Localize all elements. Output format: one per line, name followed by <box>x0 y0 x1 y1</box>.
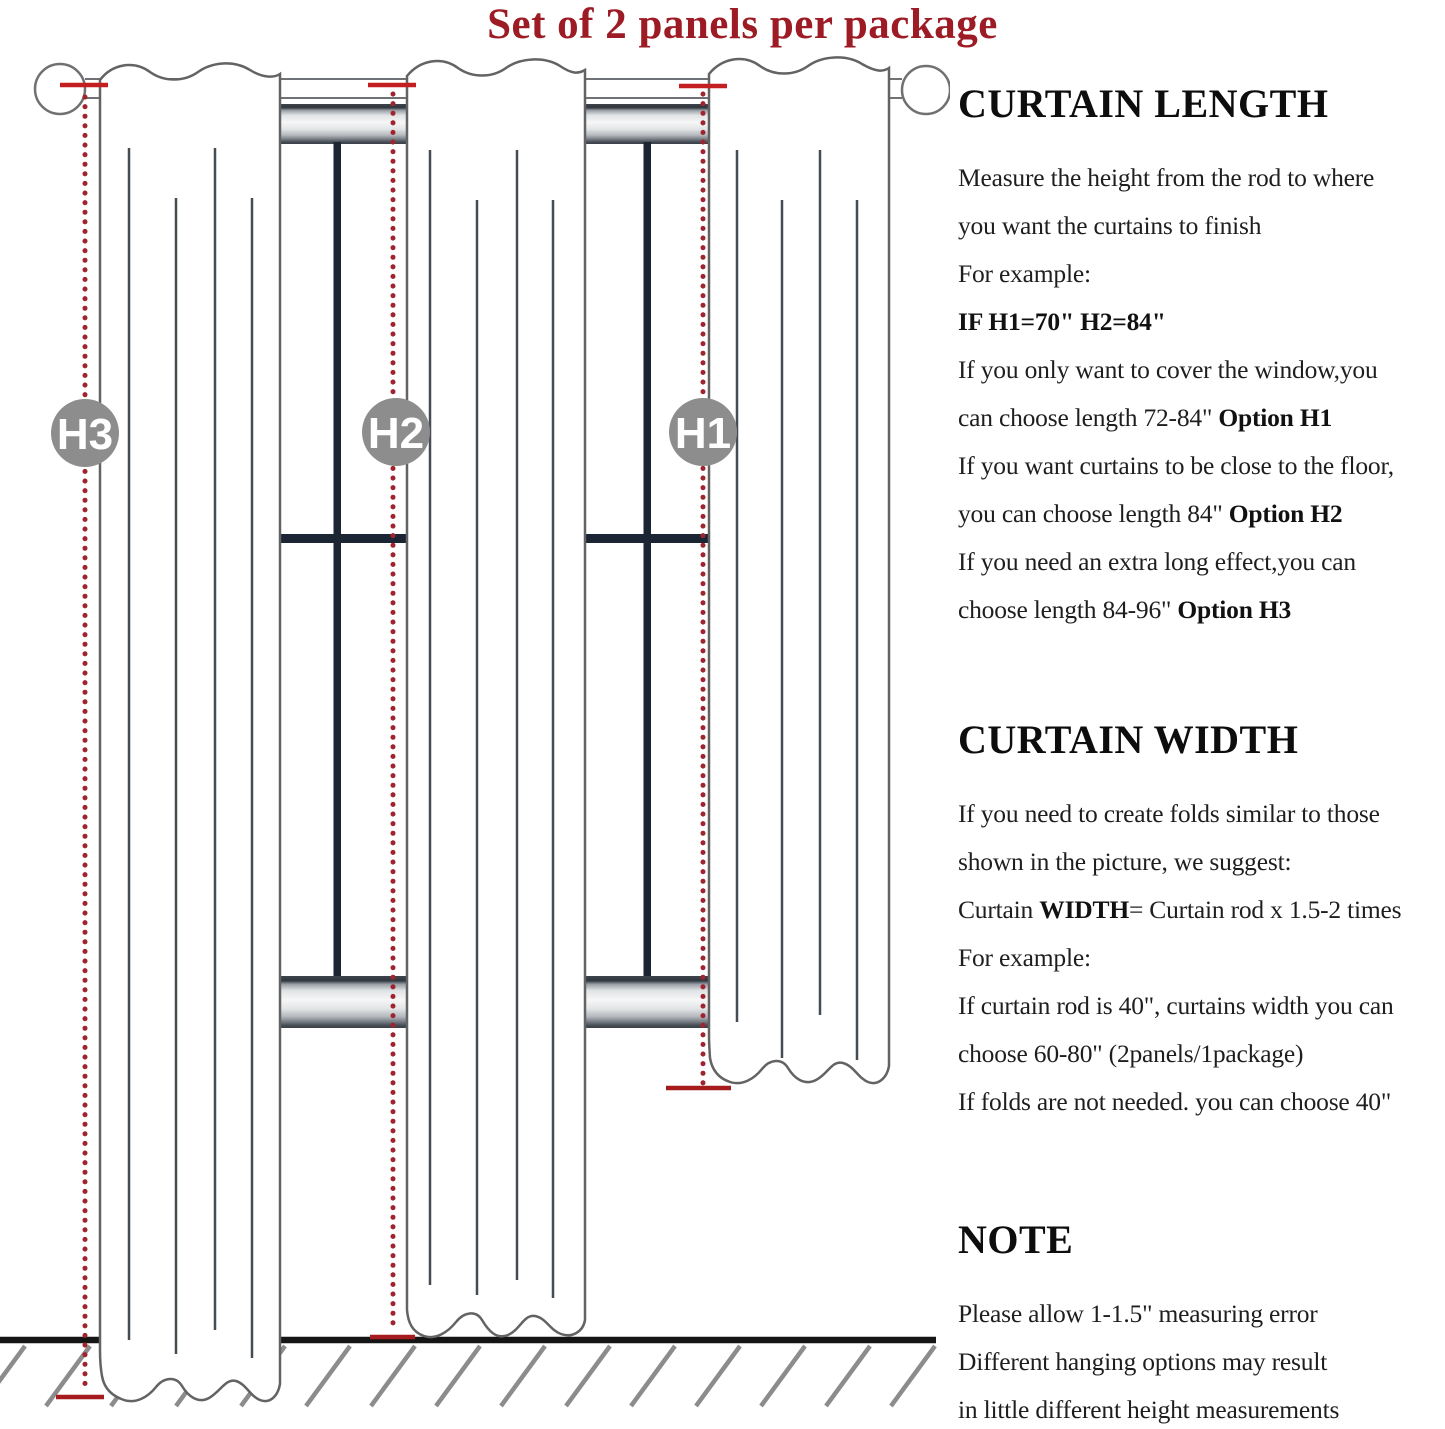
note-heading: NOTE <box>958 1217 1074 1262</box>
curtain-panel-h2 <box>407 59 585 1337</box>
text-line: you want the curtains to finish <box>958 211 1262 240</box>
window-right-crossbar <box>585 534 709 543</box>
text-line: you can choose length 84" Option H2 <box>958 499 1343 528</box>
page-title: Set of 2 panels per package <box>487 1 998 48</box>
text-line: choose 60-80" (2panels/1package) <box>958 1039 1304 1068</box>
curtain-panel-h2-shape <box>407 59 585 1337</box>
window-right-mullion <box>644 142 652 978</box>
badge-h2-label: H2 <box>367 409 425 458</box>
section-curtain-width <box>958 718 1445 1126</box>
text-line: If you need an extra long effect,you can <box>958 547 1356 576</box>
section-curtain-length <box>958 82 1445 634</box>
curtain-length-body <box>958 154 1445 634</box>
text-line: If you only want to cover the window,you <box>958 355 1378 384</box>
curtain-length-heading: CURTAIN LENGTH <box>958 81 1329 126</box>
curtain-width-body <box>958 790 1445 1126</box>
window-left-crossbar <box>278 534 406 543</box>
text-line: For example: <box>958 943 1091 972</box>
curtain-panel-h3 <box>100 63 280 1401</box>
text-line: For example: <box>958 259 1091 288</box>
text-line: If curtain rod is 40", curtains width you can <box>958 991 1394 1020</box>
badge-h3-label: H3 <box>56 410 114 459</box>
section-note <box>958 1218 1445 1429</box>
text-line: choose length 84-96" Option H3 <box>958 595 1292 624</box>
text-line: IF H1=70" H2=84" <box>958 307 1166 336</box>
curtain-panel-h1 <box>709 57 889 1083</box>
text-line: If you want curtains to be close to the floor, <box>958 451 1394 480</box>
text-line: Curtain WIDTH= Curtain rod x 1.5-2 times <box>958 895 1402 924</box>
text-line: If folds are not needed. you can choose 40" <box>958 1087 1392 1116</box>
window-right-sill <box>585 976 709 1028</box>
text-line: If you need to create folds similar to those <box>958 799 1380 828</box>
window-left-sill <box>278 976 406 1028</box>
text-line: in little different height measurements <box>958 1395 1340 1424</box>
text-line: Measure the height from the rod to where <box>958 163 1375 192</box>
window-left-mullion <box>334 142 342 978</box>
text-line: Please allow 1-1.5" measuring error <box>958 1299 1318 1328</box>
curtain-width-heading: CURTAIN WIDTH <box>958 717 1299 762</box>
badge-h1-label: H1 <box>674 409 732 458</box>
rod-finial-left <box>35 64 85 114</box>
note-body <box>958 1290 1445 1429</box>
rod-finial-right <box>902 66 950 114</box>
text-line: shown in the picture, we suggest: <box>958 847 1292 876</box>
text-line: can choose length 72-84" Option H1 <box>958 403 1333 432</box>
text-line: Different hanging options may result <box>958 1347 1328 1376</box>
